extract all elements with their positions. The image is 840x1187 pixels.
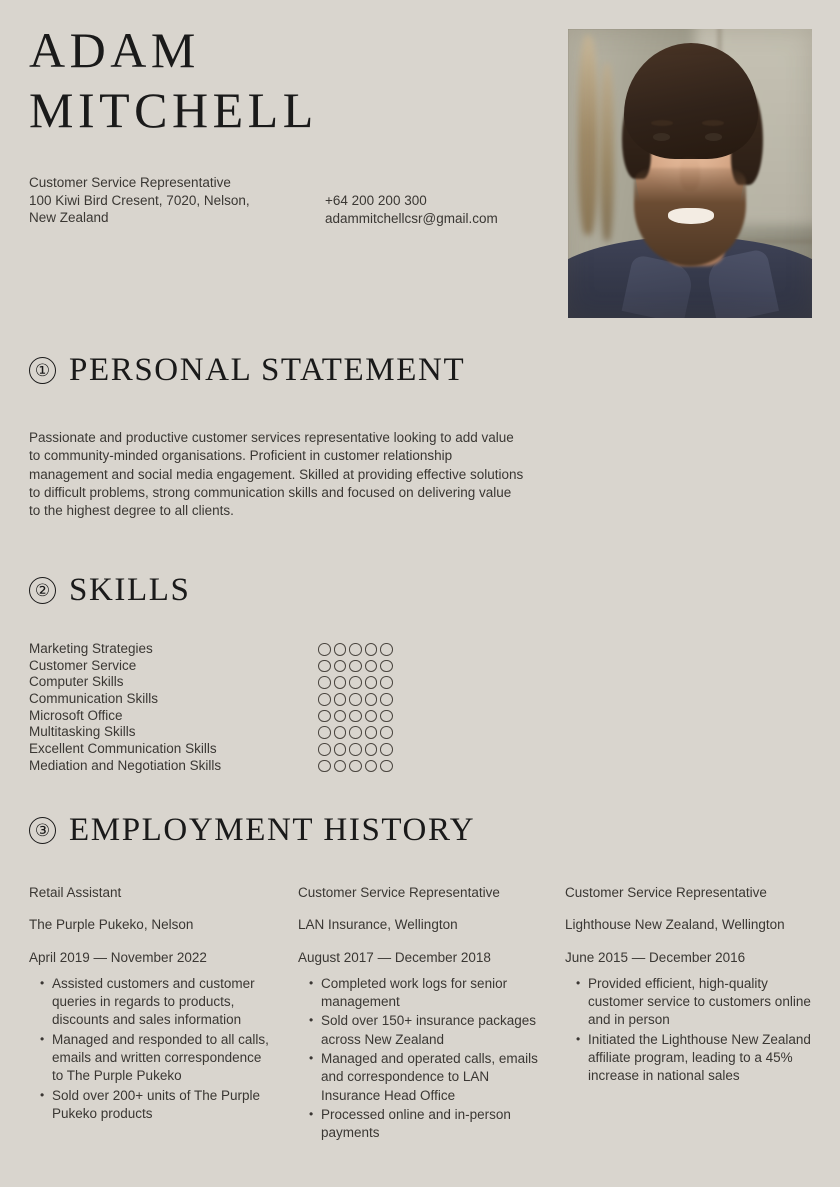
skill-rating-circle[interactable]: [318, 643, 331, 656]
skill-rating[interactable]: [318, 676, 393, 689]
employment-bullet: • Assisted customers and customer queries in regards to products, discounts and sales information: [29, 975, 269, 1030]
skill-rating-circle[interactable]: [318, 726, 331, 739]
job-title-text: Customer Service Representative: [29, 175, 231, 190]
contact-details-block: [325, 192, 498, 227]
skill-label: Marketing Strategies: [29, 641, 153, 656]
employment-bullet-list: [298, 975, 538, 1143]
photo-vignette: [568, 29, 812, 318]
skill-rating[interactable]: [318, 660, 393, 673]
name-line-first: ADAM: [29, 22, 200, 78]
section-number-2: ②: [29, 577, 56, 604]
skill-rating-circle[interactable]: [318, 660, 331, 673]
skill-row: [29, 674, 399, 691]
skill-rating-circle[interactable]: [349, 710, 362, 723]
section-number-3: ③: [29, 817, 56, 844]
skill-rating[interactable]: [318, 693, 393, 706]
skill-rating-circle[interactable]: [380, 726, 393, 739]
skill-label: Multitasking Skills: [29, 724, 136, 740]
skill-rating-circle[interactable]: [380, 743, 393, 756]
section-heading-skills: [29, 572, 190, 609]
skill-rating-circle[interactable]: [334, 760, 347, 773]
employment-bullet: • Processed online and in-person payments: [298, 1106, 538, 1143]
section-heading-employment-history: [29, 812, 475, 849]
employment-company: Lighthouse New Zealand, Wellington: [565, 917, 785, 933]
skill-rating-circle[interactable]: [365, 693, 378, 706]
skill-rating-circle[interactable]: [349, 693, 362, 706]
address-line-2: New Zealand: [29, 210, 109, 225]
skill-rating-circle[interactable]: [349, 743, 362, 756]
skill-rating-circle[interactable]: [380, 710, 393, 723]
employment-bullet-list: [565, 975, 813, 1086]
skill-label: Communication Skills: [29, 691, 159, 707]
skill-rating-circle[interactable]: [334, 726, 347, 739]
skill-rating[interactable]: [318, 726, 393, 739]
skill-label: Mediation and Negotiation Skills: [29, 757, 222, 773]
phone-number: +64 200 200 300: [325, 193, 427, 208]
employment-job-title: Retail Assistant: [29, 885, 122, 900]
skill-row: [29, 641, 399, 658]
skill-label: Microsoft Office: [29, 707, 123, 723]
skill-rating[interactable]: [318, 760, 393, 773]
section-title-skills: SKILLS: [69, 572, 191, 608]
skill-rating-circle[interactable]: [318, 710, 331, 723]
skill-label: Excellent Communication Skills: [29, 741, 217, 757]
skill-row: [29, 724, 399, 741]
skill-rating[interactable]: [318, 643, 393, 656]
skill-rating-circle[interactable]: [318, 693, 331, 706]
skill-rating-circle[interactable]: [349, 660, 362, 673]
name-line-last: MITCHELL: [29, 82, 318, 138]
skill-rating-circle[interactable]: [349, 643, 362, 656]
employment-bullet: • Managed and operated calls, emails and correspondence to LAN Insurance Head Office: [298, 1050, 538, 1105]
section-heading-personal-statement: [29, 352, 465, 389]
employment-dates: April 2019 — November 2022: [29, 949, 207, 965]
skill-rating[interactable]: [318, 743, 393, 756]
employment-bullet: • Completed work logs for senior management: [298, 975, 538, 1012]
personal-statement-text: Passionate and productive customer services representative looking to add value to community-minded organisations. Proficient in customer relationship management and social media engagement. Skilled at providing effective solutions to difficult problems, strong communication skills and focused on delivering value to the highest degree to all clients.: [29, 430, 524, 519]
skill-rating-circle[interactable]: [365, 710, 378, 723]
skill-rating-circle[interactable]: [334, 743, 347, 756]
skill-row: [29, 691, 399, 708]
section-number-1: ①: [29, 357, 56, 384]
employment-entry: [565, 884, 813, 1087]
candidate-name: [29, 20, 318, 140]
skill-rating-circle[interactable]: [365, 676, 378, 689]
section-title-employment-history: EMPLOYMENT HISTORY: [69, 812, 476, 848]
skill-rating-circle[interactable]: [365, 643, 378, 656]
employment-job-title: Customer Service Representative: [298, 885, 500, 900]
portrait-photo: [568, 29, 812, 318]
skill-rating-circle[interactable]: [365, 743, 378, 756]
skill-rating-circle[interactable]: [318, 760, 331, 773]
employment-bullet: • Sold over 150+ insurance packages across New Zealand: [298, 1012, 538, 1049]
skill-rating-circle[interactable]: [334, 676, 347, 689]
skill-rating-circle[interactable]: [318, 743, 331, 756]
skill-row: [29, 758, 399, 775]
address-line-1: 100 Kiwi Bird Cresent, 7020, Nelson,: [29, 192, 250, 208]
employment-bullet: • Sold over 200+ units of The Purple Pukeko products: [29, 1087, 269, 1124]
skills-list: [29, 641, 399, 775]
section-title-personal-statement: PERSONAL STATEMENT: [69, 352, 466, 388]
employment-company: The Purple Pukeko, Nelson: [29, 917, 194, 933]
skill-row: [29, 658, 399, 675]
employment-job-title: Customer Service Representative: [565, 885, 767, 900]
skill-rating-circle[interactable]: [380, 760, 393, 773]
employment-entry: [29, 884, 269, 1124]
employment-company: LAN Insurance, Wellington: [298, 917, 458, 933]
skill-rating-circle[interactable]: [380, 676, 393, 689]
skill-rating-circle[interactable]: [365, 726, 378, 739]
skill-row: [29, 741, 399, 758]
skill-rating-circle[interactable]: [318, 676, 331, 689]
skill-rating-circle[interactable]: [365, 660, 378, 673]
skill-rating-circle[interactable]: [365, 760, 378, 773]
employment-dates: June 2015 — December 2016: [565, 949, 746, 965]
employment-dates: August 2017 — December 2018: [298, 949, 491, 965]
employment-entry: [298, 884, 538, 1144]
skill-rating-circle[interactable]: [349, 760, 362, 773]
skill-row: [29, 708, 399, 725]
employment-bullet-list: [29, 975, 269, 1123]
skill-rating-circle[interactable]: [349, 726, 362, 739]
employment-bullet: • Provided efficient, high-quality customer service to customers online and in person: [565, 975, 813, 1030]
skill-rating-circle[interactable]: [380, 660, 393, 673]
skill-rating-circle[interactable]: [380, 643, 393, 656]
skill-label: Customer Service: [29, 657, 137, 673]
contact-address-block: [29, 174, 250, 227]
skill-rating-circle[interactable]: [380, 693, 393, 706]
skill-rating-circle[interactable]: [334, 643, 347, 656]
email-address: adammitchellcsr@gmail.com: [325, 210, 498, 226]
skill-rating[interactable]: [318, 710, 393, 723]
skill-rating-circle[interactable]: [334, 693, 347, 706]
skill-rating-circle[interactable]: [334, 660, 347, 673]
employment-bullet: • Managed and responded to all calls, emails and written correspondence to The Purple Pukeko: [29, 1031, 269, 1086]
skill-label: Computer Skills: [29, 674, 124, 690]
skill-rating-circle[interactable]: [334, 710, 347, 723]
skill-rating-circle[interactable]: [349, 676, 362, 689]
employment-bullet: • Initiated the Lighthouse New Zealand affiliate program, leading to a 45% increase in national sales: [565, 1031, 813, 1086]
